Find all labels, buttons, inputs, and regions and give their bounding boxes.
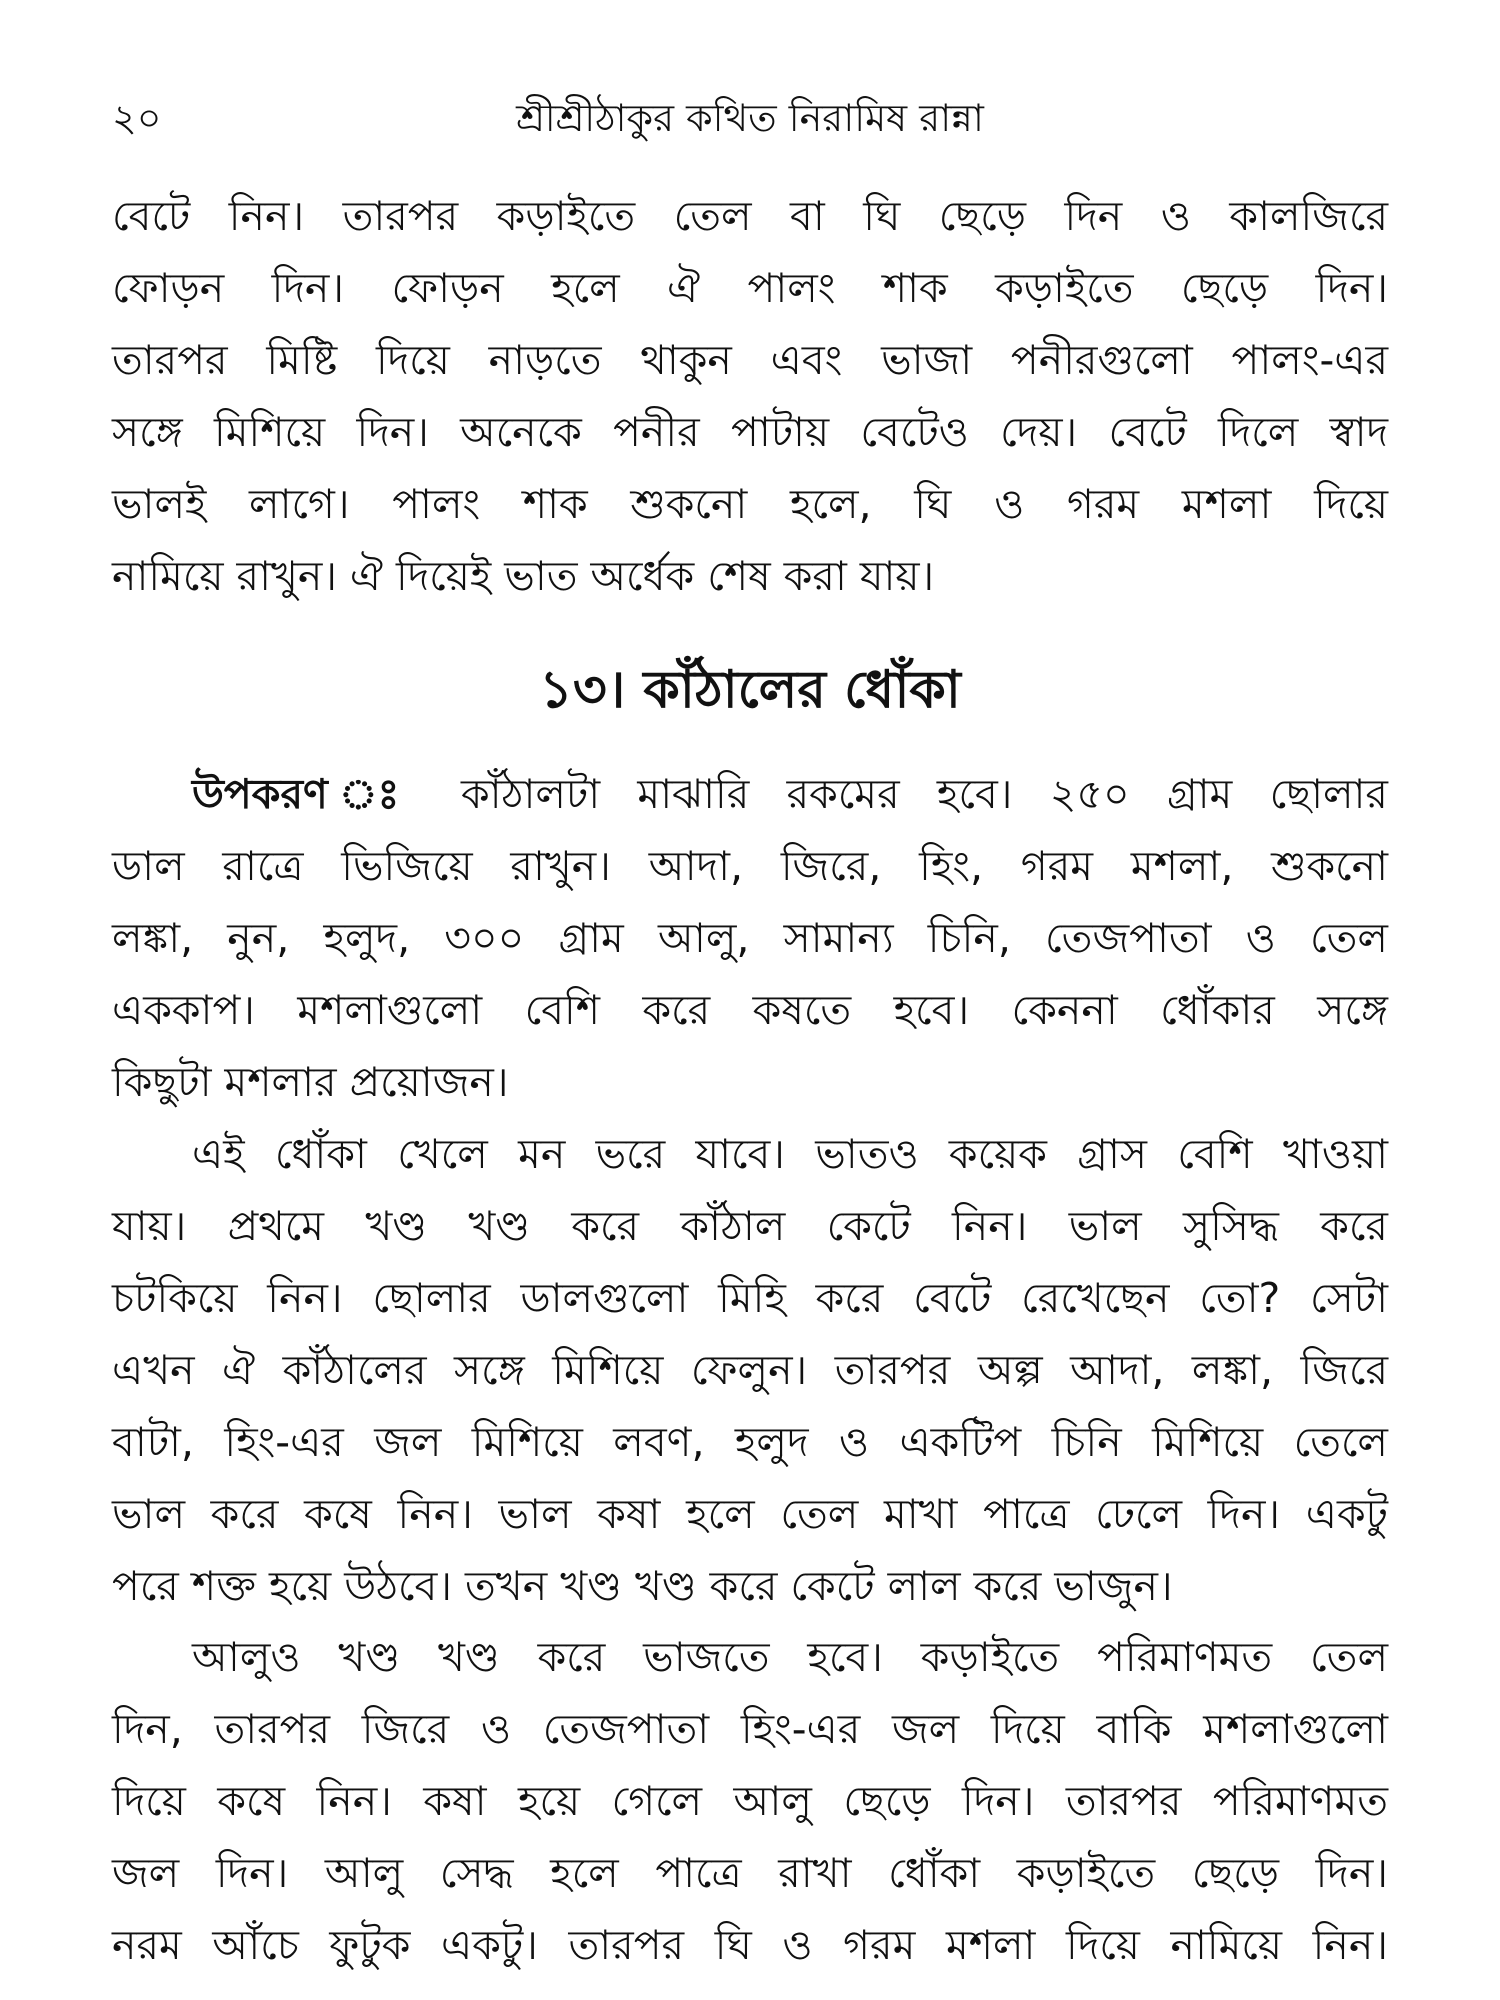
- text-line: নরম আঁচে ফুটুক একটু। তারপর ঘি ও গরম মশলা দিয়ে নামিয়ে নিন।: [112, 1921, 1388, 1969]
- ingredients-first-line: কাঁঠালটা মাঝারি রকমের হবে। ২৫০ গ্রাম ছোলার: [423, 770, 1388, 818]
- continuation-paragraph: [112, 180, 1388, 612]
- text-line: ফোড়ন দিন। ফোড়ন হলে ঐ পালং শাক কড়াইতে ছেড়ে দিন।: [112, 264, 1388, 312]
- text-line: লঙ্কা, নুন, হলুদ, ৩০০ গ্রাম আলু, সামান্য চিনি, তেজপাতা ও তেল: [112, 914, 1388, 962]
- text-line: নামিয়ে রাখুন। ঐ দিয়েই ভাত অর্ধেক শেষ করা যায়।: [112, 552, 935, 600]
- text-line: এই ধোঁকা খেলে মন ভরে যাবে। ভাতও কয়েক গ্রাস বেশি খাওয়া: [192, 1130, 1388, 1178]
- text-line: বেটে নিন। তারপর কড়াইতে তেল বা ঘি ছেড়ে দিন ও কালজিরে: [112, 192, 1388, 240]
- text-line: ডাল রাত্রে ভিজিয়ে রাখুন। আদা, জিরে, হিং, গরম মশলা, শুকনো: [112, 842, 1388, 890]
- text-line: দিন, তারপর জিরে ও তেজপাতা হিং-এর জল দিয়ে বাকি মশলাগুলো: [112, 1705, 1388, 1753]
- page-header: [112, 88, 1388, 148]
- method-paragraph-2: [112, 1621, 1388, 1981]
- ingredients-label: উপকরণ ঃ: [192, 770, 424, 818]
- text-line: তারপর মিষ্টি দিয়ে নাড়তে থাকুন এবং ভাজা পনীরগুলো পালং-এর: [112, 336, 1388, 384]
- ingredients-paragraph: [112, 758, 1388, 1118]
- running-title: শ্রীশ্রীঠাকুর কথিত নিরামিষ রান্না: [516, 96, 984, 140]
- text-line: এককাপ। মশলাগুলো বেশি করে কষতে হবে। কেননা ধোঁকার সঙ্গে: [112, 986, 1388, 1034]
- text-line: ভাল করে কষে নিন। ভাল কষা হলে তেল মাখা পাত্রে ঢেলে দিন। একটু: [112, 1490, 1388, 1538]
- text-line: বাটা, হিং-এর জল মিশিয়ে লবণ, হলুদ ও একটিপ চিনি মিশিয়ে তেলে: [112, 1418, 1388, 1466]
- text-line: দিয়ে কষে নিন। কষা হয়ে গেলে আলু ছেড়ে দিন। তারপর পরিমাণমত: [112, 1777, 1388, 1825]
- recipe-title: ১৩। কাঁঠালের ধোঁকা: [539, 660, 961, 720]
- text-line: পরে শক্ত হয়ে উঠবে। তখন খণ্ড খণ্ড করে কেটে লাল করে ভাজুন।: [112, 1562, 1173, 1610]
- page-number: ২০: [112, 96, 162, 140]
- text-line: যায়। প্রথমে খণ্ড খণ্ড করে কাঁঠাল কেটে নিন। ভাল সুসিদ্ধ করে: [112, 1202, 1388, 1250]
- text-line: সঙ্গে মিশিয়ে দিন। অনেকে পনীর পাটায় বেটেও দেয়। বেটে দিলে স্বাদ: [112, 408, 1388, 456]
- text-line: [112, 758, 1388, 830]
- text-line: চটকিয়ে নিন। ছোলার ডালগুলো মিহি করে বেটে রেখেছেন তো? সেটা: [112, 1274, 1388, 1322]
- method-paragraph-1: [112, 1118, 1388, 1622]
- text-line: জল দিন। আলু সেদ্ধ হলে পাত্রে রাখা ধোঁকা কড়াইতে ছেড়ে দিন।: [112, 1849, 1388, 1897]
- text-line: আলুও খণ্ড খণ্ড করে ভাজতে হবে। কড়াইতে পরিমাণমত তেল: [192, 1633, 1388, 1681]
- text-line: ভালই লাগে। পালং শাক শুকনো হলে, ঘি ও গরম মশলা দিয়ে: [112, 480, 1388, 528]
- text-line: এখন ঐ কাঁঠালের সঙ্গে মিশিয়ে ফেলুন। তারপর অল্প আদা, লঙ্কা, জিরে: [112, 1346, 1388, 1394]
- text-line: কিছুটা মশলার প্রয়োজন।: [112, 1058, 509, 1106]
